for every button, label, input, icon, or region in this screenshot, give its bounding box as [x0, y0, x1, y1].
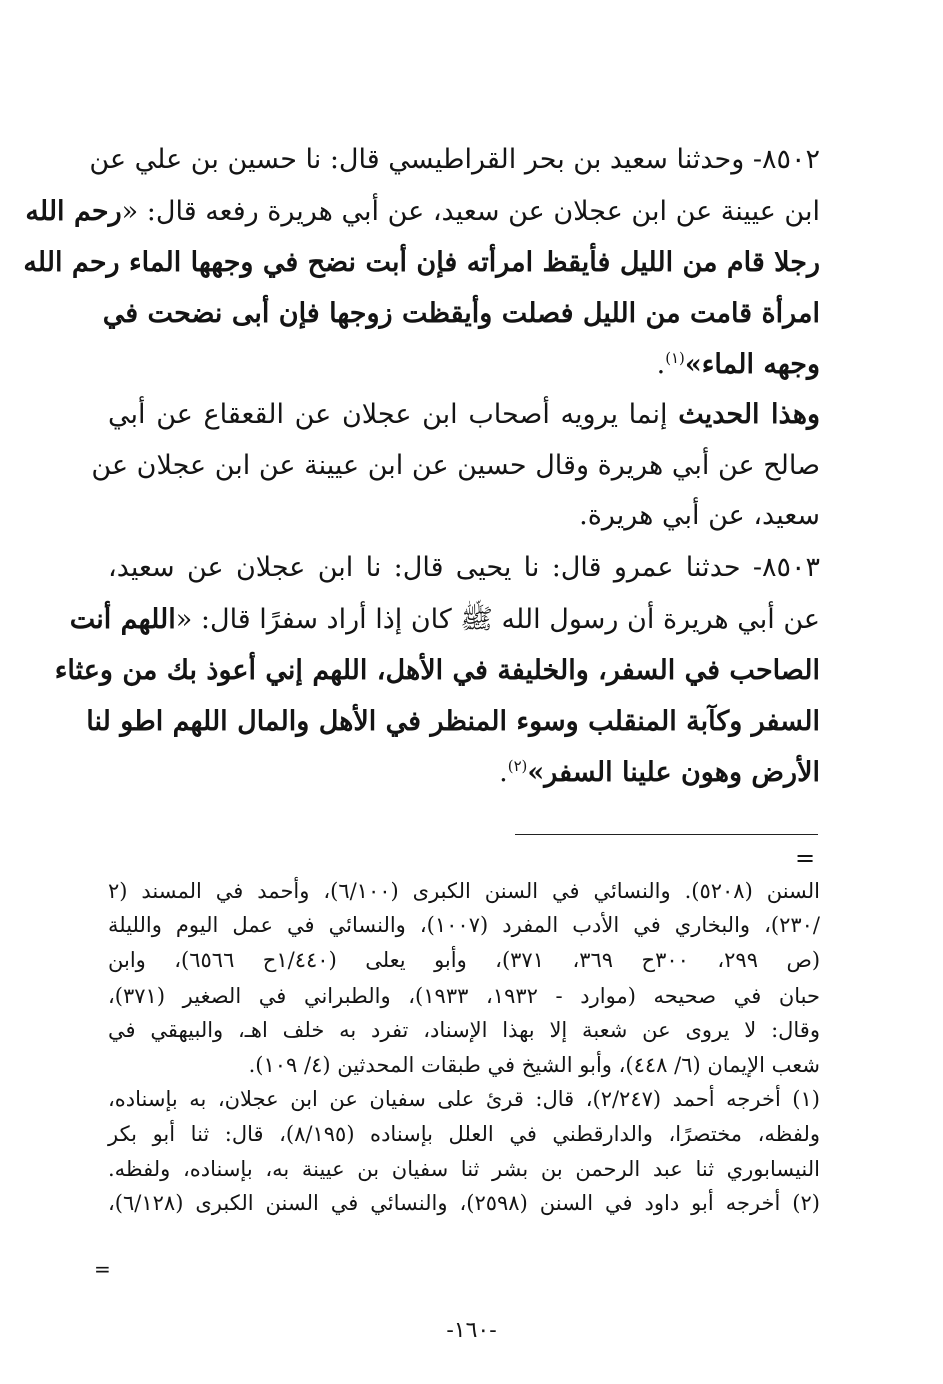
- footnote-line: [108, 943, 820, 977]
- commentary-lead: وهذا الحديث: [678, 399, 820, 430]
- hadith-8503-line-5: [108, 747, 820, 799]
- text-span: السنن (٥٢٠٨). والنسائي في السنن الكبرى (٦/١٠٠)، وأحمد في المسند (٢: [108, 879, 820, 903]
- footnote-divider: [515, 834, 818, 835]
- continuation-mark: =: [795, 844, 816, 872]
- text-span: (١) أخرجه أحمد (٢/٢٤٧)، قال: قرئ على سفيان عن ابن عجلان، به بإسناده،: [108, 1087, 820, 1111]
- footnote-line: [108, 1013, 820, 1047]
- footnote-line: [108, 874, 820, 908]
- footnote-ref-2[interactable]: (٢): [507, 757, 528, 775]
- hadith-text-bold: اللهم أنت: [69, 604, 176, 635]
- hadith-8502-line-3: [23, 237, 820, 289]
- text-span: حبان في صحيحه (موارد - ١٩٣٢، ١٩٣٣)، والطبراني في الصغير (٣٧١)،: [108, 984, 820, 1008]
- text-span: ابن عيينة عن ابن عجلان عن سعيد، عن أبي هريرة رفعه قال: «: [121, 196, 820, 227]
- text-span: .: [656, 349, 666, 380]
- hadith-8503-line-3: [54, 645, 820, 697]
- page-number: -١٦٠-: [446, 1318, 497, 1343]
- continuation-mark-end: =: [94, 1257, 111, 1281]
- text-span: ٨٥٠٣- حدثنا عمرو قال: نا يحيى قال: نا ابن عجلان عن سعيد،: [108, 552, 820, 583]
- text-span: ٨٥٠٢- وحدثنا سعيد بن بحر القراطيسي قال: نا حسين بن علي عن: [89, 144, 820, 175]
- text-span: وقال: لا يروى عن شعبة إلا بهذا الإسناد، تفرد به خلف اهـ، والبيهقي في: [108, 1018, 820, 1042]
- hadith-text-bold: رجلا قام من الليل فأيقظ امرأته فإن أبت نضح في وجهها الماء رحم الله: [23, 247, 820, 278]
- text-span: (ص ٢٩٩، ٣٠٠ح ٣٦٩، ٣٧١)، وأبو يعلى (١/٤٤٠ح ٦٥٦٦)، وابن: [108, 948, 821, 972]
- commentary-line-3: [108, 490, 820, 542]
- text-span: /٢٣٠)، والبخاري في الأدب المفرد (١٠٠٧)، والنسائي في عمل اليوم والليلة: [108, 913, 820, 937]
- commentary-line-1: [108, 389, 820, 441]
- hadith-text-bold: الأرض وهون علينا السفر»: [527, 757, 820, 788]
- footnote-2: [108, 1186, 820, 1220]
- footnote-line: [108, 979, 820, 1013]
- commentary-line-2: [91, 440, 820, 492]
- text-span: سعيد، عن أبي هريرة.: [579, 500, 820, 531]
- text-span: عن أبي هريرة أن رسول الله ﷺ كان إذا أراد سفرًا قال: «: [175, 604, 820, 635]
- text-span: (٢) أخرجه أبو داود في السنن (٢٥٩٨)، والنسائي في السنن الكبرى (٦/١٢٨)،: [108, 1191, 820, 1215]
- hadith-8503-line-4: [86, 696, 820, 748]
- text-span: ولفظه، مختصرًا، والدارقطني في العلل بإسناده (٨/١٩٥)، قال: ثنا أبو بكر: [108, 1122, 820, 1146]
- hadith-text-bold: الصاحب في السفر، والخليفة في الأهل، اللهم إني أعوذ بك من وعثاء: [54, 655, 820, 686]
- text-span: النيسابوري ثنا عبد الرحمن بن بشر ثنا سفيان بن عيينة به، بإسناده، ولفظه.: [108, 1157, 820, 1181]
- text-span: .: [499, 757, 508, 788]
- hadith-8503-line-2: [69, 594, 820, 646]
- footnote-line: [108, 908, 820, 942]
- footnote-line: [108, 1048, 820, 1082]
- hadith-text-bold: رحم الله: [25, 196, 122, 227]
- footnote-line: [108, 1152, 820, 1186]
- footnote-ref-1[interactable]: (١): [665, 349, 685, 367]
- hadith-8503-line-1: [108, 542, 820, 594]
- hadith-8502-line-1: [89, 134, 820, 186]
- footnote-1: [108, 1082, 820, 1116]
- hadith-text-bold: وجهه الماء»: [684, 349, 820, 380]
- text-span: شعب الإيمان (٦/ ٤٤٨)، وأبو الشيخ في طبقات المحدثين (٤/ ١٠٩).: [248, 1053, 820, 1077]
- hadith-text-bold: السفر وكآبة المنقلب وسوء المنظر في الأهل والمال اللهم اطو لنا: [86, 706, 820, 737]
- text-span: صالح عن أبي هريرة وقال حسين عن ابن عيينة عن ابن عجلان عن: [91, 450, 820, 481]
- text-span: إنما يرويه أصحاب ابن عجلان عن القعقاع عن أبي: [108, 399, 668, 430]
- hadith-8502-line-4: [102, 288, 820, 340]
- footnote-line: [108, 1117, 820, 1151]
- hadith-8502-line-2: [25, 186, 820, 238]
- hadith-text-bold: امرأة قامت من الليل فصلت وأيقظت زوجها فإن أبى نضحت في: [102, 298, 820, 329]
- hadith-8502-line-5: [108, 339, 820, 391]
